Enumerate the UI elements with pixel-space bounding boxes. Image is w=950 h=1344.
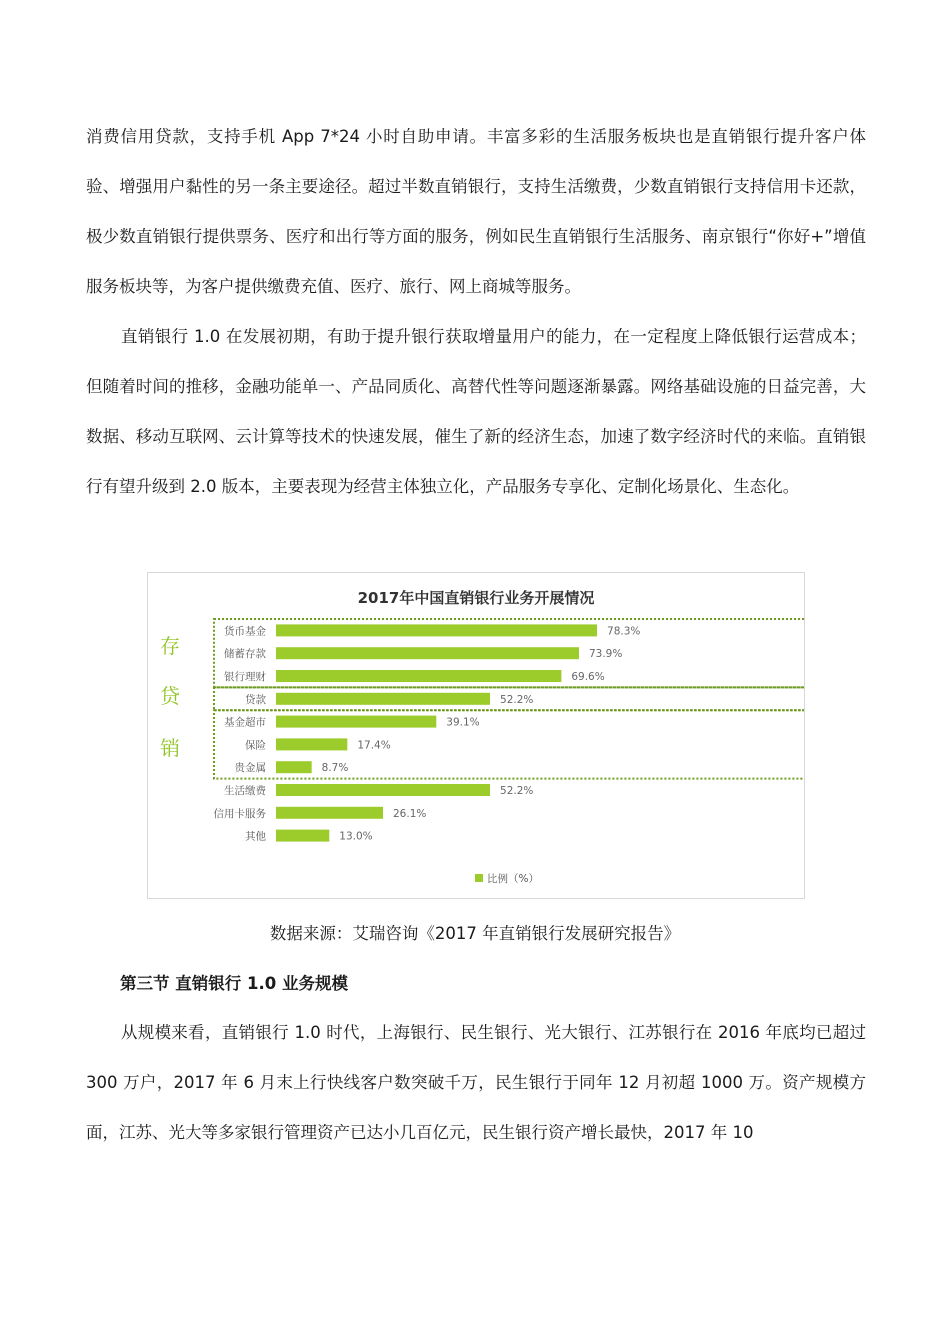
- bar: [276, 670, 561, 682]
- value-label: 39.1%: [446, 716, 480, 729]
- value-label: 78.3%: [607, 625, 641, 638]
- legend-swatch: [475, 874, 483, 882]
- value-label: 69.6%: [571, 671, 605, 683]
- group-label: 存: [160, 634, 180, 658]
- bar: [276, 716, 436, 728]
- body-text-bottom: [86, 1008, 866, 1158]
- value-label: 17.4%: [357, 739, 391, 752]
- value-label: 8.7%: [321, 762, 349, 775]
- value-label: 26.1%: [393, 807, 427, 820]
- bar: [276, 784, 490, 796]
- category-label: 货币基金: [224, 625, 266, 638]
- category-label: 银行理财: [224, 671, 266, 683]
- bar: [276, 647, 579, 659]
- value-label: 13.0%: [339, 830, 373, 843]
- category-label: 贷款: [245, 693, 266, 706]
- legend-label: 比例（%）: [487, 873, 539, 885]
- group-label: 贷: [160, 684, 180, 708]
- category-label: 其他: [245, 830, 266, 843]
- category-label: 保险: [245, 739, 266, 752]
- paragraph-1: 消费信用贷款，支持手机 App 7*24 小时自助申请。丰富多彩的生活服务板块也是直销银行提升客户体验、增强用户黏性的另一条主要途径。超过半数直销银行，支持生活缴费，少数直销银行支持信用卡还款，极少数直销银行提供票务、医疗和出行等方面的服务，例如民生直销银行生活服务、南京银行“你好+”增值服务板块等，为客户提供缴费充值、医疗、旅行、网上商城等服务。: [86, 127, 866, 296]
- value-label: 52.2%: [500, 693, 534, 706]
- category-label: 信用卡服务: [213, 807, 266, 820]
- bar: [276, 693, 490, 705]
- paragraph-3: 从规模来看，直销银行 1.0 时代，上海银行、民生银行、光大银行、江苏银行在 2016 年底均已超过 300 万户，2017 年 6 月末上行快线客户数突破千万，民生银行于同年 12 月初超 1000 万。资产规模方面，江苏、光大等多家银行管理资产已达小几百亿元，民生银行资产增长最快，2017 年 10: [86, 1023, 866, 1142]
- value-label: 73.9%: [588, 648, 623, 661]
- body-text-top: [86, 112, 866, 512]
- bar: [276, 807, 383, 819]
- section-title: 第三节 直销银行 1.0 业务规模: [120, 974, 348, 993]
- paragraph-2: 直销银行 1.0 在发展初期，有助于提升银行获取增量用户的能力，在一定程度上降低银行运营成本；但随着时间的推移，金融功能单一、产品同质化、高替代性等问题逐渐暴露。网络基础设施的日益完善，大数据、移动互联网、云计算等技术的快速发展，催生了新的经济生态，加速了数字经济时代的来临。直销银行有望升级到 2.0 版本，主要表现为经营主体独立化，产品服务专享化、定制化场景化、生态化。: [86, 327, 866, 496]
- figure-caption: 数据来源：艾瑞咨询《2017 年直销银行发展研究报告》: [269, 924, 681, 943]
- category-label: 基金超市: [224, 716, 266, 729]
- category-label: 生活缴费: [224, 785, 266, 797]
- bar: [276, 738, 347, 750]
- bar-chart: [148, 573, 804, 898]
- category-label: 储蓄存款: [224, 648, 266, 661]
- bar: [276, 624, 597, 636]
- chart-figure: [147, 572, 805, 899]
- bar: [276, 761, 312, 773]
- chart-title: 2017年中国直销银行业务开展情况: [357, 589, 595, 607]
- category-label: 贵金属: [234, 762, 266, 775]
- value-label: 52.2%: [500, 785, 534, 797]
- group-label: 销: [160, 736, 180, 760]
- bar: [276, 830, 329, 842]
